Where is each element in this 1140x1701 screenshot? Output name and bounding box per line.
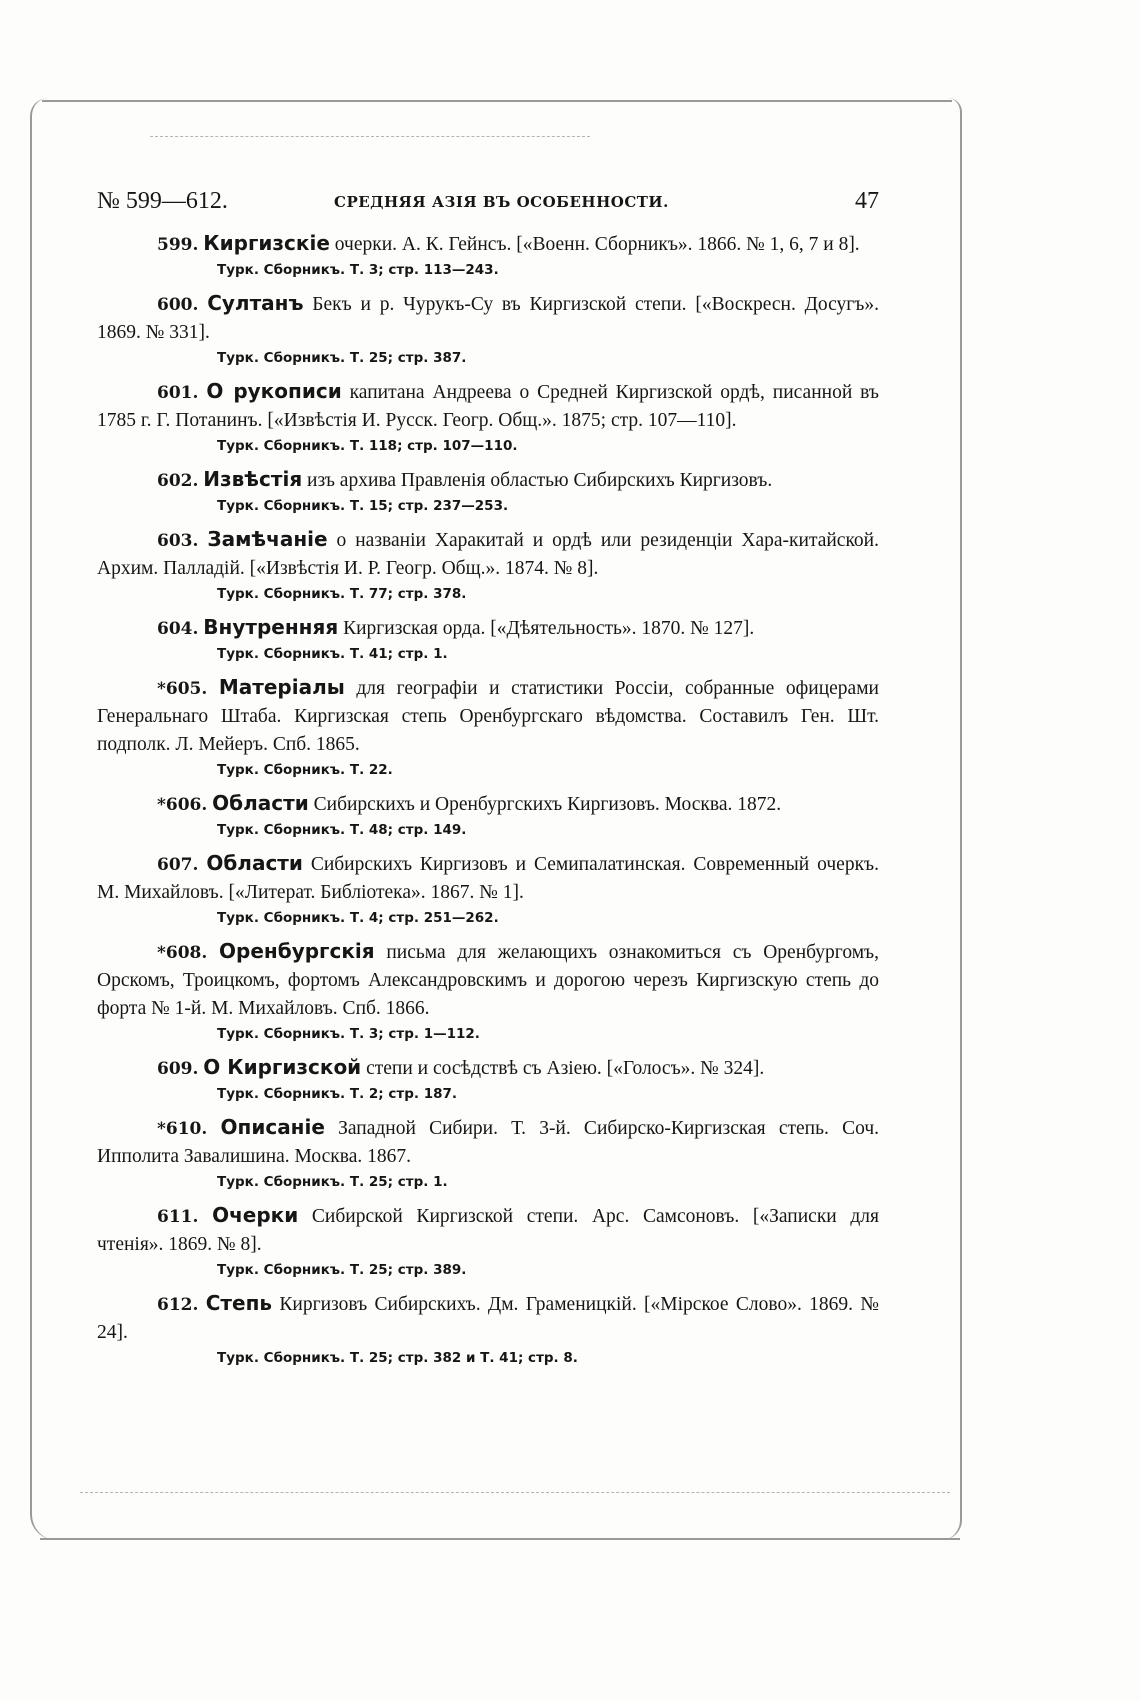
entry-text <box>97 1113 879 1171</box>
page-number: 47 <box>855 188 879 214</box>
bibliography-entry <box>97 1053 879 1105</box>
entry-source: Турк. Сборникъ. Т. 118; стр. 107—110. <box>217 438 518 454</box>
entry-keyword: Оренбургскія <box>219 939 375 963</box>
entry-description: Западной Сибири. Т. 3-й. Сибирско-Киргизская степь. Соч. Ипполита Завалишина. Москва. 1867. <box>97 1118 879 1167</box>
entry-description: степи и сосѣдствѣ съ Азіею. [«Голосъ». № 324]. <box>361 1058 765 1079</box>
entry-description: Киргизская орда. [«Дѣятельность». 1870. № 127]. <box>338 618 755 639</box>
page-header <box>97 188 879 218</box>
entry-number: *610. <box>157 1119 208 1139</box>
entry-keyword: Замѣчаніе <box>207 527 328 551</box>
entry-number: *605. <box>157 679 208 699</box>
entry-description: капитана Андреева о Средней Киргизской ордѣ, писанной въ 1785 г. Г. Потанинъ. [«Извѣстія И. Русск. Геогр. Общ.». 1875; стр. 107—110]. <box>97 382 879 431</box>
bottom-border-rule <box>40 1538 960 1540</box>
entry-text <box>97 525 879 583</box>
bibliography-entry <box>97 1289 879 1369</box>
entry-text <box>97 377 879 435</box>
entry-source: Турк. Сборникъ. Т. 22. <box>217 762 393 778</box>
entry-description: о названіи Харакитай и ордѣ или резиденціи Хара-китайской. Архим. Палладій. [«Извѣстія И. Р. Геогр. Общ.». 1874. № 8]. <box>97 530 879 579</box>
bibliography-entry <box>97 849 879 929</box>
bibliography-entry <box>97 673 879 781</box>
top-dashed-rule <box>150 136 590 137</box>
entry-source: Турк. Сборникъ. Т. 15; стр. 237—253. <box>217 498 509 514</box>
bibliography-entry <box>97 1113 879 1193</box>
entry-description: изъ архива Правленія областью Сибирскихъ Киргизовъ. <box>302 470 773 491</box>
entry-text <box>97 229 879 259</box>
bibliography-entry <box>97 229 879 281</box>
bibliography-entry <box>97 937 879 1045</box>
bibliography-entry <box>97 1201 879 1281</box>
entry-keyword: Области <box>212 791 309 815</box>
entry-number: 607. <box>157 855 199 875</box>
entry-keyword: Киргизскіе <box>203 231 330 255</box>
entry-text <box>97 937 879 1023</box>
entry-keyword: О рукописи <box>206 379 342 403</box>
entry-source: Турк. Сборникъ. Т. 25; стр. 387. <box>217 350 467 366</box>
entry-source: Турк. Сборникъ. Т. 25; стр. 382 и Т. 41; стр. 8. <box>217 1350 578 1366</box>
entry-text <box>97 1289 879 1347</box>
entry-description: письма для желающихъ ознакомиться съ Оренбургомъ, Орскомъ, Троицкомъ, фортомъ Александровскимъ и дорогою черезъ Киргизскую степь до форта № 1-й. М. Михайловъ. Спб. 1866. <box>97 942 879 1019</box>
entry-description: Сибирскихъ Киргизовъ и Семипалатинская. Современный очеркъ. М. Михайловъ. [«Литерат. Библіотека». 1867. № 1]. <box>97 854 879 903</box>
entry-range: № 599—612. <box>97 188 228 214</box>
entry-number: 599. <box>157 235 199 255</box>
entry-source: Турк. Сборникъ. Т. 3; стр. 113—243. <box>217 262 499 278</box>
entry-keyword: Султанъ <box>207 291 304 315</box>
entry-source: Турк. Сборникъ. Т. 25; стр. 389. <box>217 1262 467 1278</box>
entry-number: 601. <box>157 383 199 403</box>
bottom-dashed-rule <box>80 1492 950 1493</box>
entry-description: Бекъ и р. Чурукъ-Су въ Киргизской степи. [«Воскресн. Досугъ». 1869. № 331]. <box>97 294 880 343</box>
entry-keyword: Извѣстія <box>203 467 303 491</box>
entry-number: 602. <box>157 471 199 491</box>
bibliography-entry <box>97 377 879 457</box>
entry-text <box>97 613 879 643</box>
entry-description: Киргизовъ Сибирскихъ. Дм. Граменицкій. [«Мірское Слово». 1869. № 24]. <box>97 1294 879 1343</box>
entry-keyword: Матеріалы <box>218 675 345 699</box>
entry-number: 603. <box>157 531 199 551</box>
entry-text <box>97 465 879 495</box>
entry-source: Турк. Сборникъ. Т. 2; стр. 187. <box>217 1086 458 1102</box>
entry-number: 609. <box>157 1059 199 1079</box>
entry-keyword: Внутренняя <box>203 615 339 639</box>
bibliography-entry <box>97 289 879 369</box>
entry-number: 600. <box>157 295 199 315</box>
entry-source: Турк. Сборникъ. Т. 48; стр. 149. <box>217 822 467 838</box>
entry-number: *608. <box>157 943 208 963</box>
entry-source: Турк. Сборникъ. Т. 25; стр. 1. <box>217 1174 448 1190</box>
entry-description: Сибирскихъ и Оренбургскихъ Киргизовъ. Москва. 1872. <box>308 794 782 815</box>
entry-source: Турк. Сборникъ. Т. 77; стр. 378. <box>217 586 467 602</box>
entry-number: *606. <box>157 795 208 815</box>
entry-source: Турк. Сборникъ. Т. 3; стр. 1—112. <box>217 1026 480 1042</box>
entry-text <box>97 289 879 347</box>
entry-text <box>97 1053 879 1083</box>
bibliography-entry <box>97 613 879 665</box>
bibliography-entry <box>97 465 879 517</box>
entry-source: Турк. Сборникъ. Т. 41; стр. 1. <box>217 646 448 662</box>
entry-number: 611. <box>157 1207 199 1227</box>
entry-keyword: Степь <box>205 1291 273 1315</box>
entry-source: Турк. Сборникъ. Т. 4; стр. 251—262. <box>217 910 499 926</box>
entry-text <box>97 789 879 819</box>
top-border-rule <box>42 100 952 102</box>
entry-text <box>97 1201 879 1259</box>
entry-keyword: О Киргизской <box>203 1055 362 1079</box>
entry-number: 604. <box>157 619 199 639</box>
entry-description: очерки. А. К. Гейнсъ. [«Военн. Сборникъ». 1866. № 1, 6, 7 и 8]. <box>329 234 860 255</box>
entry-text <box>97 849 879 907</box>
entry-keyword: Очерки <box>212 1203 299 1227</box>
running-title: СРЕДНЯЯ АЗІЯ ВЪ ОСОБЕННОСТИ. <box>334 193 669 211</box>
entry-description: Сибирской Киргизской степи. Арс. Самсоновъ. [«Записки для чтенія». 1869. № 8]. <box>97 1206 879 1255</box>
entry-description: для географіи и статистики Россіи, собранные офицерами Генеральнаго Штаба. Киргизская степь Оренбургскаго вѣдомства. Составилъ Ген. Шт. подполк. Л. Мейеръ. Спб. 1865. <box>97 678 879 755</box>
bibliography-entry <box>97 525 879 605</box>
entry-keyword: Описаніе <box>220 1115 325 1139</box>
entry-number: 612. <box>157 1295 199 1315</box>
bibliography-entry <box>97 789 879 841</box>
entry-text <box>97 673 879 759</box>
entry-keyword: Области <box>206 851 303 875</box>
page-content <box>97 188 879 1377</box>
